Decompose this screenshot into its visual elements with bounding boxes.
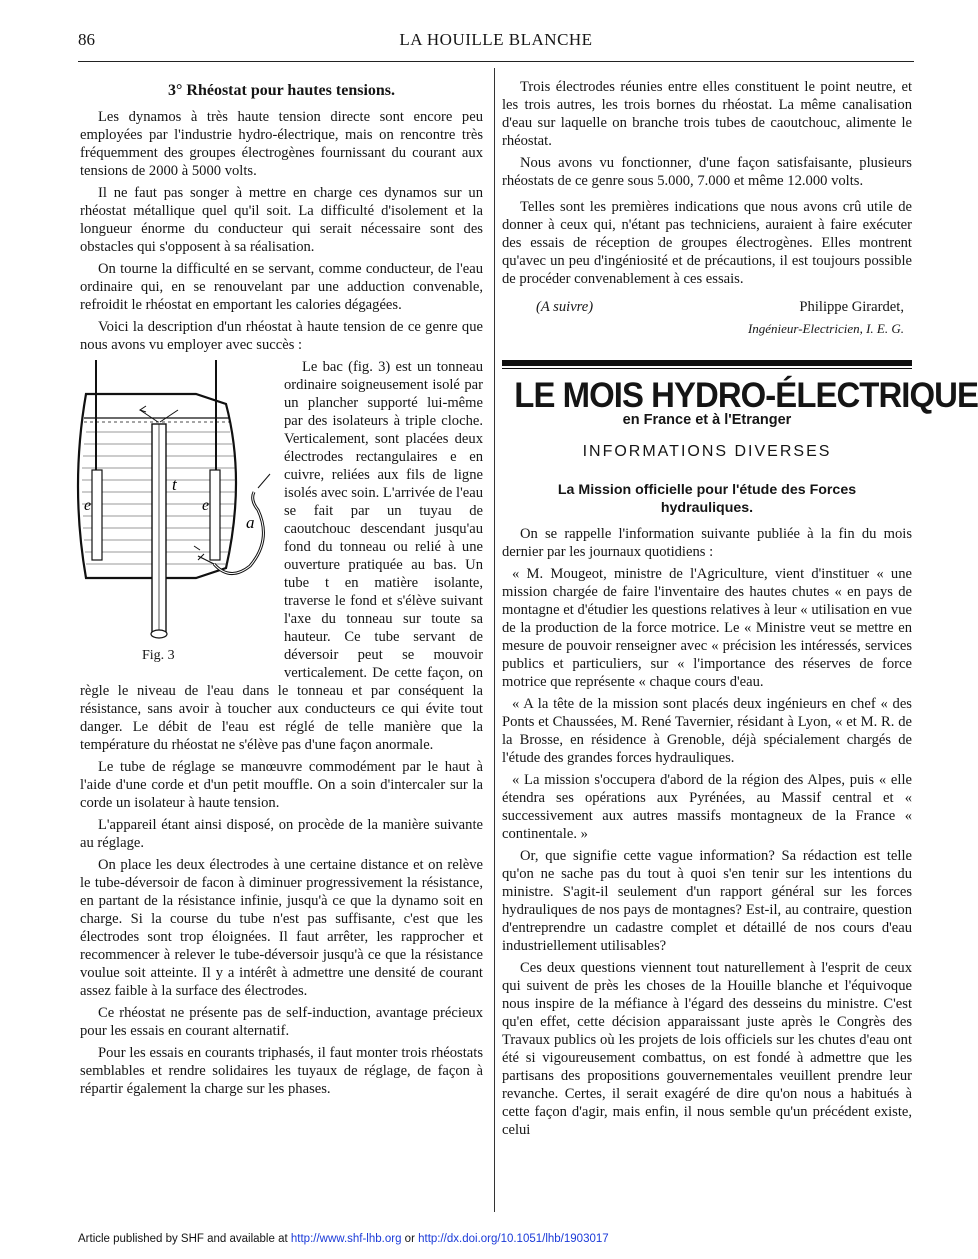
footer xyxy=(78,1233,609,1245)
paragraph: L'appareil étant ainsi disposé, on procède de la manière suivante au réglage. xyxy=(80,817,483,851)
paragraph: On place les deux électrodes à une certaine distance et on relève le tube-déversoir de facon à diminuer progressivement la résistance, en partant de la résistance infinie, jusqu'à ce que la dynamo soit en charge. Si la course du tube n'est pas suffisante, c'est que les électrodes sont trop éloignées. Il faut arrêter, les rapprocher et recommencer à relever le tube-déversoir jusqu'à ce que la résistance voulue soit atteinte. Il y a intérêt à admettre une densité de courant assez faible à la surface des électrodes. xyxy=(80,857,483,999)
header-rule xyxy=(78,61,914,62)
to-be-continued: (A suivre) xyxy=(536,299,594,315)
paragraph: On tourne la difficulté en se servant, comme conducteur, de l'eau ordinaire qui, en se renouvelant par une adduction convenable, refroidit le rhéostat en emportant les calories dégagées. xyxy=(80,261,483,313)
article-title: La Mission officielle pour l'étude des Forces hydrauliques. xyxy=(557,482,857,516)
paragraph: Ces deux questions viennent tout naturellement à l'esprit de ceux qui suivent de près les choses de la Houille blanche et l'équivoque nous inspire de la méfiance à l'égard des desseins du ministre. C'est qu'en effet, cette décision apparaissant juste après le Congrès des Travaux publics où les projets de lois officiels sur les chutes d'eau ont été si vigoureusement combattus, on est fondé à admettre que les partisans des propositions gouvernementales veuillent prendre leur revanche. Certes, il serait exagéré de dire qu'on nous a habitués à cette façon d'agir, mais enfin, il nous semble qu'un précédent existe, celui xyxy=(502,960,912,1138)
quote: « La mission s'occupera d'abord de la région des Alpes, puis « elle étendra ses opérations aux Pyrénées, au Massif central et « successivement aux autres massifs montagneux de la France « continentale. » xyxy=(502,772,912,842)
electrode-label: e xyxy=(84,497,92,514)
section-rule xyxy=(502,360,912,366)
author-title: Ingénieur-Electricien, I. E. G. xyxy=(747,321,904,336)
journal-title: LA HOUILLE BLANCHE xyxy=(399,30,593,49)
running-head xyxy=(78,30,914,52)
paragraph: Pour les essais en courants triphasés, il faut monter trois rhéostats semblables et rendre solidaires les tuyaux de réglage, de façon à répartir également la charge sur les phases. xyxy=(80,1045,483,1097)
paragraph: Nous avons vu fonctionner, d'une façon satisfaisante, plusieurs rhéostats de ce genre sous 5.000, 7.000 et même 12.000 volts. xyxy=(502,155,912,189)
paragraph: Il ne faut pas songer à mettre en charge ces dynamos sur un rhéostat métallique quel qu'il soit. La difficulté d'isolement et la longueur énorme du conducteur qui serait nécessaire sont des obstacles qui s'opposent à sa réalisation. xyxy=(80,185,483,255)
paragraph: Ce rhéostat ne présente pas de self-induction, avantage précieux pour les essais en courant alternatif. xyxy=(80,1005,483,1039)
section-rule-thin xyxy=(502,368,912,369)
quote: « A la tête de la mission sont placés deux ingénieurs en chef « des Ponts et Chaussées, M. René Tavernier, résidant à Lyon, « et M. R. de la Brosse, en résidence à Grenoble, déjà spécialement chargés de l'étude des grandes forces hydrauliques. xyxy=(502,696,912,766)
paragraph: Or, que signifie cette vague information? Sa rédaction est telle qu'on ne sache pas du tout à quoi s'en tenir sur les intentions du ministre. S'agit-il seulement d'un rapport général sur les forces hydrauliques de nos pays de montagnes? Est-il, au contraire, question d'entreprendre un cadastre complet et détaillé de nos cours d'eau industriellement utilisables? xyxy=(502,848,912,954)
footer-link-shf[interactable]: http://www.shf-lhb.org xyxy=(290,1233,402,1245)
section-title: 3° Rhéostat pour hautes tensions. xyxy=(167,82,396,99)
paragraph: Les dynamos à très haute tension directe sont encore peu employées par l'industrie hydro-électrique, mais on rencontre très fréquemment des groupes électrogènes fournissant du courant aux tensions de 2000 à 5000 volts. xyxy=(80,109,483,179)
section-heading: INFORMATIONS DIVERSES xyxy=(582,443,832,460)
paragraph: On se rappelle l'information suivante publiée à la fin du mois dernier par les journaux quotidiens : xyxy=(502,526,912,560)
tube-label: t xyxy=(172,475,177,494)
left-column xyxy=(80,78,483,1102)
sub-title: en France et à l'Etranger xyxy=(622,412,792,428)
big-title: LE MOIS HYDRO-ÉLECTRIQUE xyxy=(514,376,978,415)
figure-caption: Fig. 3 xyxy=(142,648,175,663)
paragraph: Telles sont les premières indications que nous avons crû utile de donner à ceux qui, n'étant pas techniciens, auraient à faire exécuter des essais de réception de groupes électrogènes. Elles montrent qu'avec un peu d'ingéniosité et de précautions, il est toujours possible de procéder convenablement à ces essais. xyxy=(502,199,912,287)
page-number: 86 xyxy=(78,30,95,49)
rheostat-drawing xyxy=(80,360,278,645)
paragraph: Le tube de réglage se manœuvre commodément par le haut à l'aide d'une corde et d'un petit mouffle. On a soin d'intercaler sur la corde un isolateur à haute tension. xyxy=(80,759,483,811)
paragraph: Le bac (fig. 3) est un tonneau ordinaire soigneusement isolé par un plancher supporté lui-même par des isolateurs à triple cloche. Verticalement, sont placées deux électrodes rectangulaires e en cuivre, reliées aux fils de ligne isolés avec soin. L'arrivée de l'eau se fait par un tuyau de caoutchouc descendant jusqu'au fond du tonneau ou relié à une ouverture pratiquée au bas. Un tube t en matière isolante, traverse le fond et s'élève suivant l'axe du tonneau sur toute sa hauteur. Ce tube servant de déversoir peut se mouvoir verticalement. De cette façon, on règle le niveau de l'eau dans le tonneau et par conséquent la résistance, sans avoir à toucher aux conducteurs ce qui évite tout danger. Le débit de l'eau est réglé de telle manière que la température du rhéostat ne s'élève pas d'une façon anormale. xyxy=(80,359,483,753)
right-column xyxy=(502,78,978,1143)
signature xyxy=(502,298,912,316)
quote: « M. Mougeot, ministre de l'Agriculture, vient d'instituer « une mission chargée de faire l'inventaire des hautes chutes « en pays de montagne et d'étudier les questions relatives à leur « utilisation en vue de la production de la force motrice. Le « Ministre veut se mettre en mesure de pouvoir renseigner avec « précision les intéressés, services publics et particuliers, sur « l'importance des réserves de force motrice que représente « chaque cours d'eau. xyxy=(502,566,912,690)
column-divider xyxy=(494,68,495,1212)
figure-3 xyxy=(80,360,278,672)
footer-prefix: Article published by SHF and available at xyxy=(78,1233,288,1245)
author-name: Philippe Girardet, xyxy=(799,299,904,315)
hose-label: a xyxy=(246,513,255,532)
electrode-label: e xyxy=(202,497,210,514)
paragraph: Trois électrodes réunies entre elles constituent le point neutre, et les trois autres, les trois bornes du rhéostat. La même canalisation d'eau sur laquelle on branche trois tubes de caoutchouc, alimente le rhéostat. xyxy=(502,79,912,149)
footer-or: or xyxy=(404,1233,415,1245)
paragraph: Voici la description d'un rhéostat à haute tension de ce genre que nous avons vu employer avec succès : xyxy=(80,319,483,353)
footer-link-doi[interactable]: http://dx.doi.org/10.1051/lhb/1903017 xyxy=(418,1233,609,1245)
